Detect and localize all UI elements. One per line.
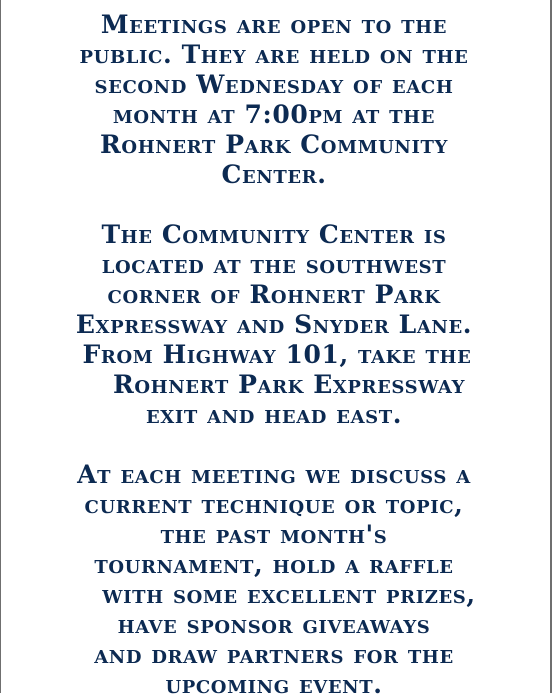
text-line: second Wednesday of each	[94, 70, 454, 99]
text-line: month at 7:00pm at the	[112, 100, 436, 129]
text-line: Expressway and Snyder Lane.	[75, 310, 473, 339]
text-line: located at the southwest	[101, 250, 447, 279]
paragraph-meeting-agenda	[0, 460, 548, 700]
text-line: exit and head east.	[145, 400, 403, 429]
text-line: Rohnert Park Community	[100, 130, 448, 159]
text-line: From Highway 101, take the	[82, 340, 472, 369]
text-line: public. They are held on the	[79, 40, 469, 69]
text-line: Rohnert Park Expressway	[112, 370, 466, 399]
text-line: current technique or topic,	[84, 490, 464, 519]
text-line: The Community Center is	[101, 220, 447, 249]
text-line: At each meeting we discuss a	[77, 460, 471, 489]
text-line: with some excellent prizes,	[102, 580, 476, 609]
text-line: Center.	[221, 160, 327, 189]
meeting-info-text	[0, 10, 548, 700]
paragraph-location-directions	[0, 220, 548, 430]
text-line: have sponsor giveaways	[117, 610, 431, 639]
text-line: tournament, hold a raffle	[94, 550, 454, 579]
text-line: the past month's	[160, 520, 388, 549]
text-line: upcoming event.	[165, 670, 383, 699]
text-line: corner of Rohnert Park	[107, 280, 441, 309]
text-line: Meetings are open to the	[100, 10, 448, 39]
text-line: and draw partners for the	[94, 640, 454, 669]
paragraph-meeting-schedule	[0, 10, 548, 190]
